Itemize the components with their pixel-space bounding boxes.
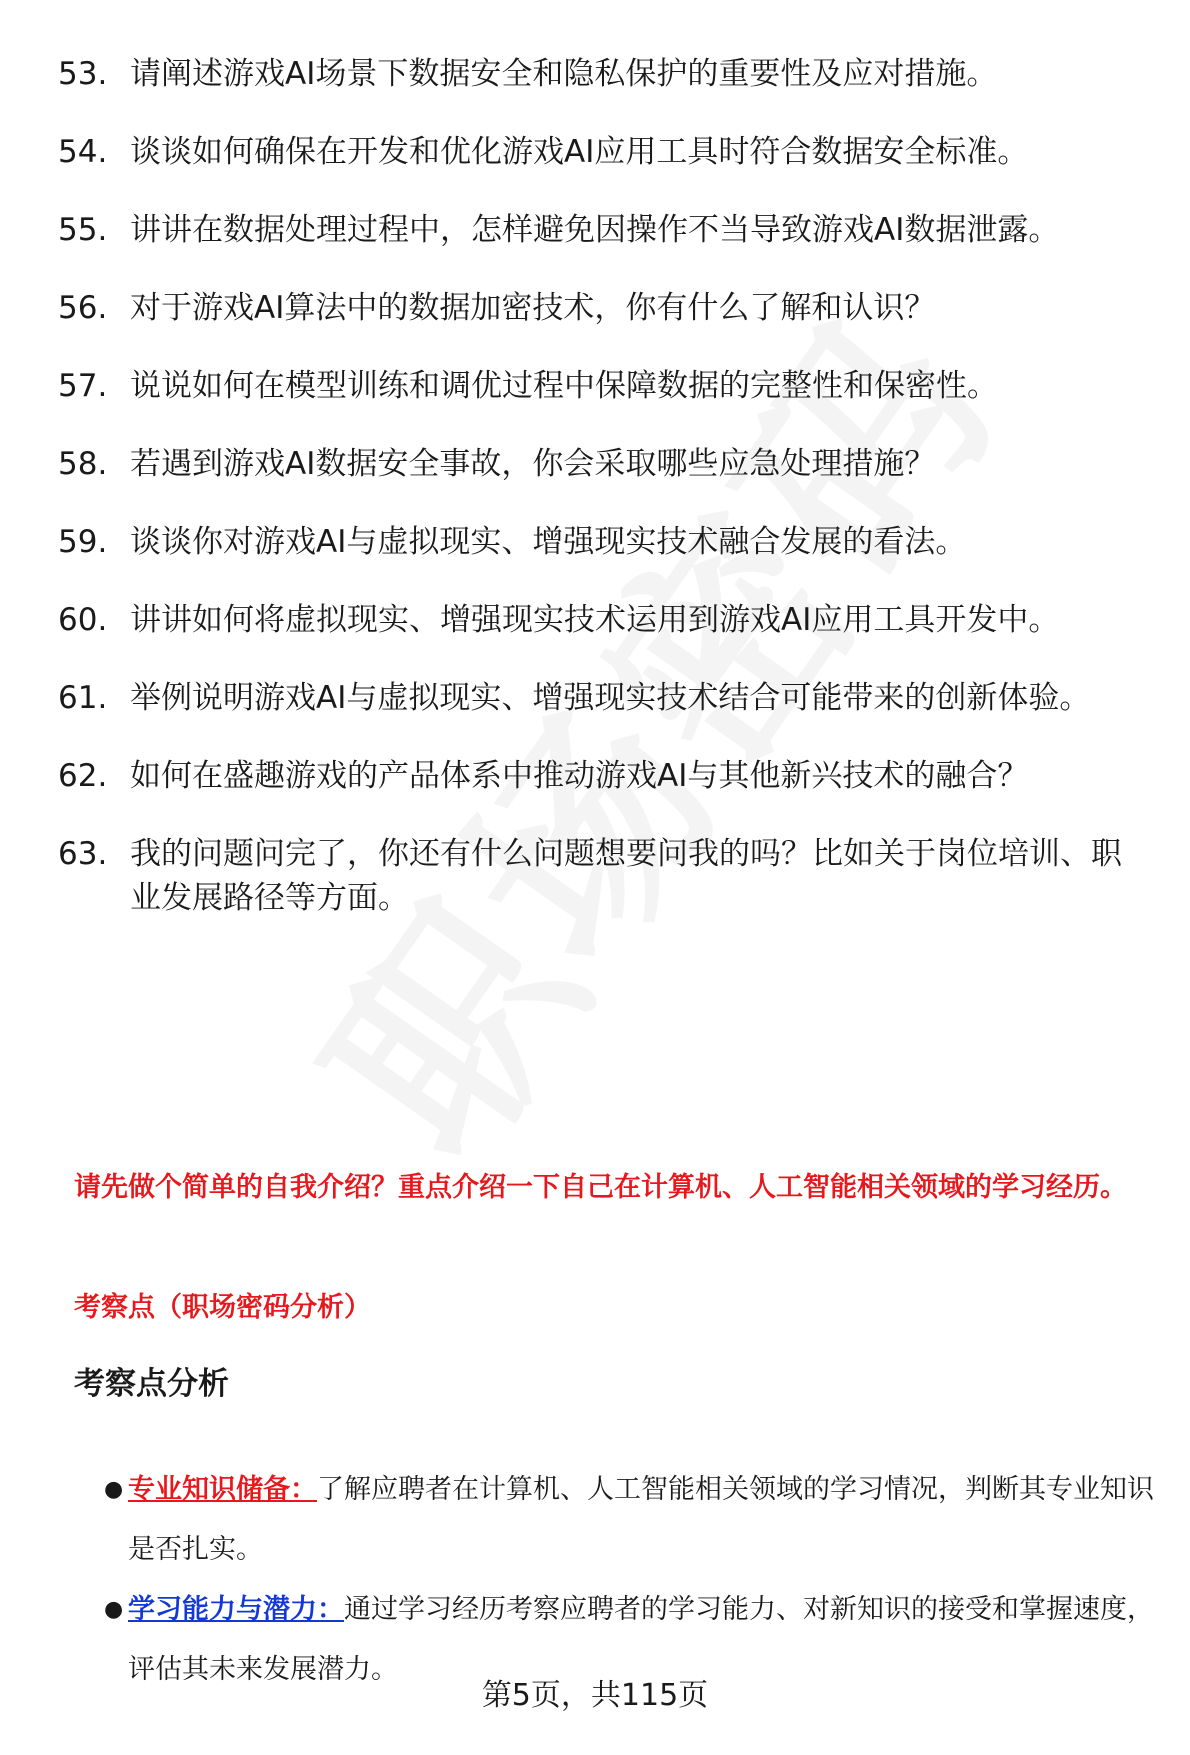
question-text: 我的问题问完了，你还有什么问题想要问我的吗？比如关于岗位培训、职业发展路径等方面。 [130,836,1122,916]
question-number: 63. [58,836,108,872]
analysis-heading: 考察点分析 [74,1366,229,1402]
question-text: 举例说明游戏AI与虚拟现实、增强现实技术结合可能带来的创新体验。 [130,680,1091,716]
list-item [58,442,1148,486]
highlight-question: 请先做个简单的自我介绍？重点介绍一下自己在计算机、人工智能相关领域的学习经历。 [74,1172,1127,1203]
list-item [58,208,1148,252]
point-label: 专业知识储备： [128,1474,317,1505]
list-item [58,130,1148,174]
page-footer: 第5页，共115页 [481,1678,709,1713]
list-item [58,286,1148,330]
question-text: 如何在盛趣游戏的产品体系中推动游戏AI与其他新兴技术的融合？ [130,758,1029,794]
question-number: 58. [58,446,108,482]
question-number: 54. [58,134,108,170]
list-item [58,52,1148,96]
point-text: 通过学习经历考察应聘者的学习能力、对新知识的接受和掌握速度，评估其未来发展潜力。 [128,1594,1154,1685]
question-text: 讲讲如何将虚拟现实、增强现实技术运用到游戏AI应用工具开发中。 [130,602,1060,638]
analysis-list [104,1460,1164,1700]
bullet-icon: ● [104,1477,124,1502]
question-number: 60. [58,602,108,638]
question-number: 61. [58,680,108,716]
question-text: 请阐述游戏AI场景下数据安全和隐私保护的重要性及应对措施。 [130,56,998,92]
list-item [104,1460,1164,1580]
list-item [58,754,1148,798]
question-number: 57. [58,368,108,404]
list-item [58,598,1148,642]
question-number: 55. [58,212,108,248]
list-item [58,364,1148,408]
question-number: 59. [58,524,108,560]
question-number: 53. [58,56,108,92]
list-item [58,832,1148,920]
question-text: 谈谈你对游戏AI与虚拟现实、增强现实技术融合发展的看法。 [130,524,967,560]
question-text: 讲讲在数据处理过程中，怎样避免因操作不当导致游戏AI数据泄露。 [130,212,1060,248]
list-item [58,520,1148,564]
question-text: 对于游戏AI算法中的数据加密技术，你有什么了解和认识？ [130,290,936,326]
question-text: 谈谈如何确保在开发和优化游戏AI应用工具时符合数据安全标准。 [130,134,1029,170]
focus-subtitle: 考察点（职场密码分析） [74,1292,371,1323]
question-text: 说说如何在模型训练和调优过程中保障数据的完整性和保密性。 [130,368,998,404]
question-number: 56. [58,290,108,326]
bullet-icon: ● [104,1597,124,1622]
question-text: 若遇到游戏AI数据安全事故，你会采取哪些应急处理措施？ [130,446,936,482]
question-number: 62. [58,758,108,794]
point-text: 了解应聘者在计算机、人工智能相关领域的学习情况，判断其专业知识是否扎实。 [128,1474,1154,1565]
question-list [58,52,1148,954]
point-label: 学习能力与潜力： [128,1594,344,1625]
list-item [58,676,1148,720]
